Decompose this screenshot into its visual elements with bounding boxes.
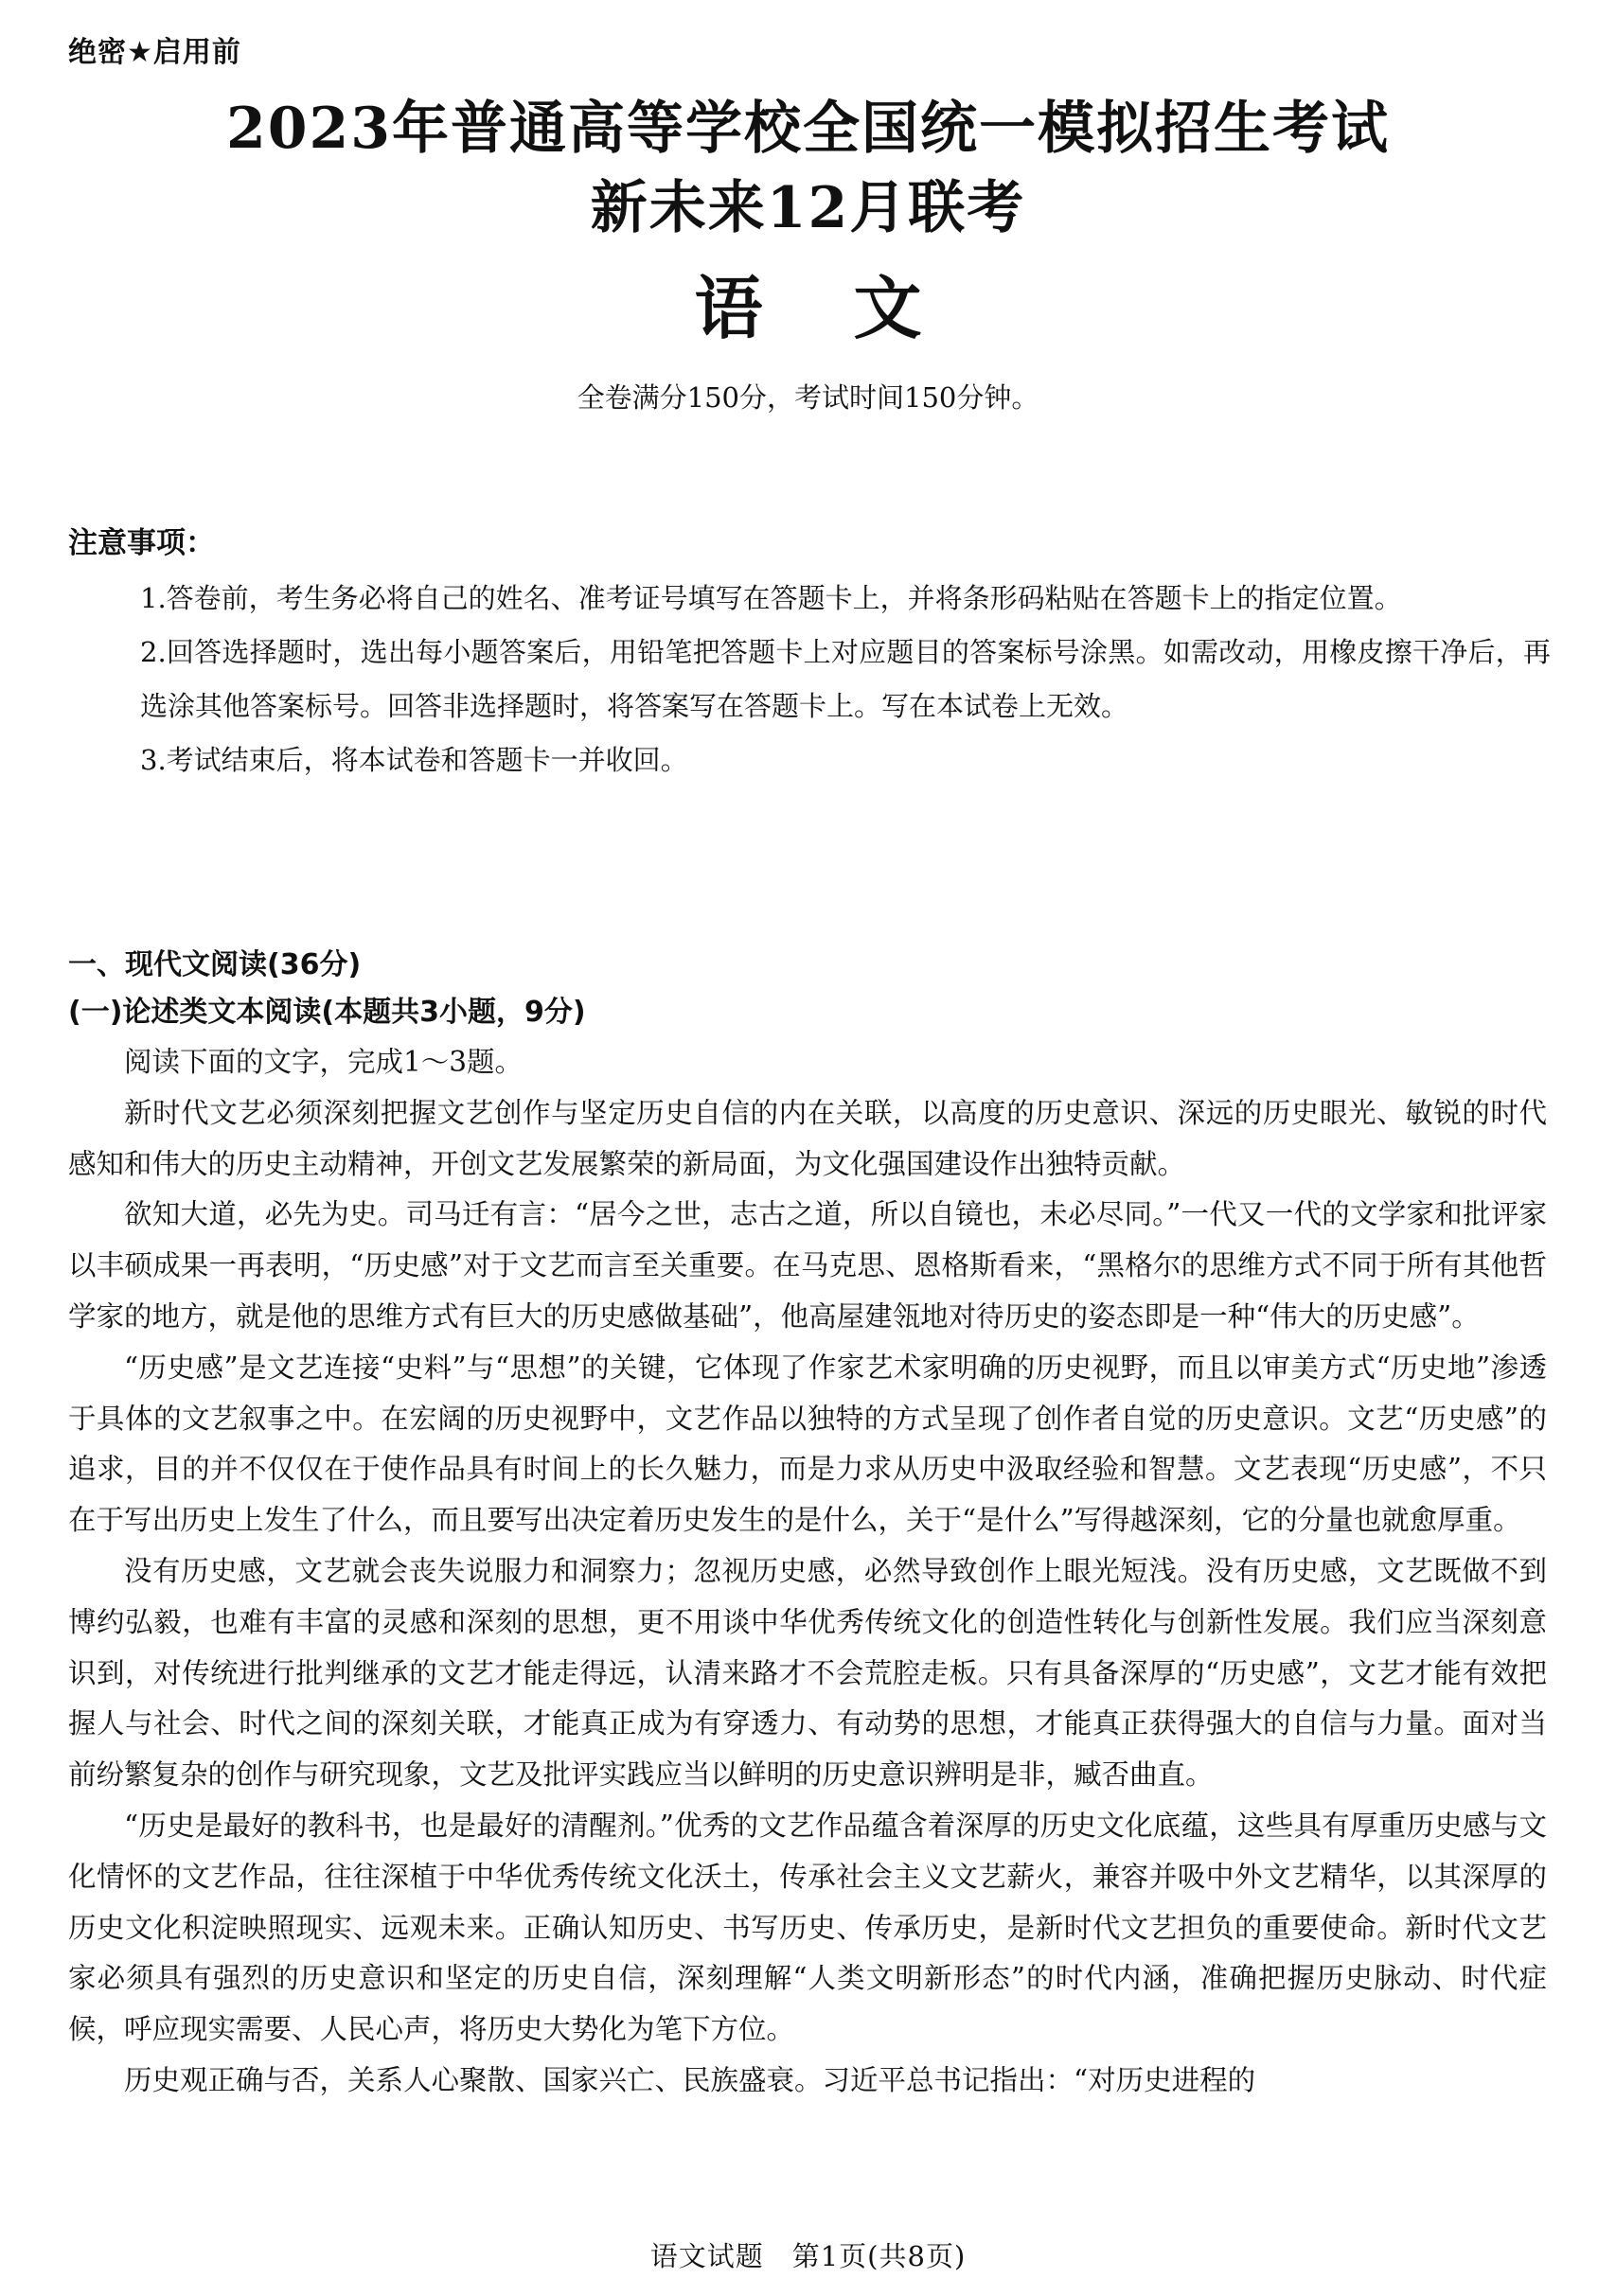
subsection-heading: (一)论述类文本阅读(本题共3小题，9分) bbox=[68, 996, 586, 1029]
confidential-label: 绝密★启用前 bbox=[68, 36, 241, 69]
notice-item: 3.考试结束后，将本试卷和答题卡一并收回。 bbox=[140, 744, 688, 776]
score-note: 全卷满分150分，考试时间150分钟。 bbox=[577, 381, 1039, 414]
notice-item: 2.回答选择题时，选出每小题答案后，用铅笔把答题卡上对应题目的答案标号涂黑。如需改动，用橡皮擦干净后，再选涂其他答案标号。回答非选择题时，将答案写在答题卡上。写在本试卷上无效。 bbox=[140, 636, 1551, 722]
section-heading: 一、现代文阅读(36分) bbox=[68, 948, 362, 981]
reading-passage bbox=[68, 1037, 1547, 2107]
notice-item: 1.答卷前，考生务必将自己的姓名、准考证号填写在答题卡上，并将条形码粘贴在答题卡上的指定位置。 bbox=[140, 582, 1402, 614]
notice-heading: 注意事项： bbox=[68, 526, 215, 560]
exam-subtitle: 新未来12月联考 bbox=[590, 175, 1026, 241]
passage-paragraph: “历史感”是文艺连接“史料”与“思想”的关键，它体现了作家艺术家明确的历史视野，而且以审美方式“历史地”渗透于具体的文艺叙事之中。在宏阔的历史视野中，文艺作品以独特的方式呈现了创作者自觉的历史意识。文艺“历史感”的追求，目的并不仅仅在于使作品具有时间上的长久魅力，而是力求从历史中汲取经验和智慧。文艺表现“历史感”，不只在于写出历史上发生了什么，而且要写出决定着历史发生的是什么，关于“是什么”写得越深刻，它的分量也就愈厚重。 bbox=[68, 1351, 1547, 1537]
passage-paragraph: 新时代文艺必须深刻把握文艺创作与坚定历史自信的内在关联，以高度的历史意识、深远的历史眼光、敏锐的时代感知和伟大的历史主动精神，开创文艺发展繁荣的新局面，为文化强国建设作出独特贡献。 bbox=[68, 1096, 1547, 1180]
notice-list bbox=[140, 572, 1551, 787]
passage-paragraph: “历史是最好的教科书，也是最好的清醒剂。”优秀的文艺作品蕴含着深厚的历史文化底蕴，这些具有厚重历史感与文化情怀的文艺作品，往往深植于中华优秀传统文化沃土，传承社会主义文艺薪火，兼容并吸中外文艺精华，以其深厚的历史文化积淀映照现实、远观未来。正确认知历史、书写历史、传承历史，是新时代文艺担负的重要使命。新时代文艺家必须具有强烈的历史意识和坚定的历史自信，深刻理解“人类文明新形态”的时代内涵，准确把握历史脉动、时代症候，呼应现实需要、人民心声，将历史大势化为笔下方位。 bbox=[68, 1809, 1547, 2046]
instruction: 阅读下面的文字，完成1～3题。 bbox=[124, 1046, 524, 1078]
passage-paragraph: 历史观正确与否，关系人心聚散、国家兴亡、民族盛衰。习近平总书记指出：“对历史进程的 bbox=[124, 2063, 1256, 2096]
passage-paragraph: 没有历史感，文艺就会丧失说服力和洞察力；忽视历史感，必然导致创作上眼光短浅。没有历史感，文艺既做不到博约弘毅，也难有丰富的灵感和深刻的思想，更不用谈中华优秀传统文化的创造性转化与创新性发展。我们应当深刻意识到，对传统进行批判继承的文艺才能走得远，认清来路才不会荒腔走板。只有具备深厚的“历史感”，文艺才能有效把握人与社会、时代之间的深刻关联，才能真正成为有穿透力、有动势的思想，才能真正获得强大的自信与力量。面对当前纷繁复杂的创作与研究现象，文艺及批评实践应当以鲜明的历史意识辨明是非，臧否曲直。 bbox=[68, 1554, 1547, 1792]
page-footer: 语文试题 第1页(共8页) bbox=[649, 2240, 967, 2272]
passage-paragraph: 欲知大道，必先为史。司马迁有言：“居今之世，志古之道，所以自镜也，未必尽同。”一代又一代的文学家和批评家以丰硕成果一再表明，“历史感”对于文艺而言至关重要。在马克思、恩格斯看来，“黑格尔的思维方式不同于所有其他哲学家的地方，就是他的思维方式有巨大的历史感做基础”，他高屋建瓴地对待历史的姿态即是一种“伟大的历史感”。 bbox=[68, 1198, 1547, 1333]
subject-title: 语文 bbox=[694, 269, 1013, 348]
exam-title: 2023年普通高等学校全国统一模拟招生考试 bbox=[226, 96, 1390, 162]
